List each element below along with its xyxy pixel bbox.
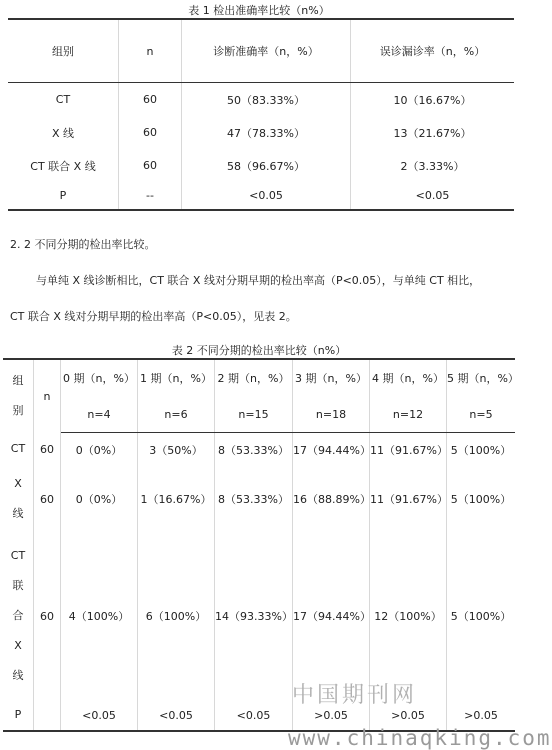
- table1-cell: 47（78.33%）: [182, 116, 351, 149]
- table-row: [8, 149, 514, 182]
- table2-cell: 5（100%）: [447, 433, 516, 467]
- table2-cell: 17（94.44%）: [293, 532, 370, 700]
- table2-header-stage: 5 期（n，%）: [447, 359, 516, 396]
- table2-stage-n: n=15: [215, 396, 293, 433]
- table2-header-stage: 0 期（n，%）: [61, 359, 138, 396]
- table2-cell: 5（100%）: [447, 532, 516, 700]
- table-row: [3, 433, 515, 467]
- table1-header-n: n: [119, 19, 182, 83]
- table2-cell: 1（16.67%）: [138, 466, 215, 532]
- table2-cell: 3（50%）: [138, 433, 215, 467]
- table1-cell: 50（83.33%）: [182, 83, 351, 117]
- table-row: [8, 182, 514, 210]
- table1-cell: 13（21.67%）: [351, 116, 515, 149]
- table2-cell: 11（91.67%）: [370, 433, 447, 467]
- table2-cell: 6（100%）: [138, 532, 215, 700]
- paragraph-line: CT 联合 X 线对分期早期的检出率高（P<0.05），见表 2。: [10, 310, 297, 323]
- table2-cell: 60: [34, 433, 61, 467]
- table1-cell: <0.05: [182, 182, 351, 210]
- table2-cell: >0.05: [447, 700, 516, 731]
- table1-header-misdiagnosis: 误诊漏诊率（n，%）: [351, 19, 515, 83]
- table1-cell: 58（96.67%）: [182, 149, 351, 182]
- table2-cell: 0（0%）: [61, 433, 138, 467]
- table1-cell: P: [8, 182, 119, 210]
- table2-cell: >0.05: [370, 700, 447, 731]
- table2: [3, 358, 519, 732]
- table2-cell: 4（100%）: [61, 532, 138, 700]
- table2-cell: >0.05: [293, 700, 370, 731]
- table1-caption: 表 1 检出准确率比较（n%）: [188, 4, 330, 17]
- table1-cell: --: [119, 182, 182, 210]
- table2-header-group: 组 别: [3, 359, 34, 433]
- table2-cell: [34, 700, 61, 731]
- section-heading: 2. 2 不同分期的检出率比较。: [10, 238, 156, 251]
- table-row: [8, 83, 514, 117]
- table2-cell: 14（93.33%）: [215, 532, 293, 700]
- table-row: [3, 466, 515, 532]
- table2-group-cell: X 线: [3, 466, 34, 532]
- table2-header-stage: 2 期（n，%）: [215, 359, 293, 396]
- table1-cell: CT 联合 X 线: [8, 149, 119, 182]
- table1-cell: X 线: [8, 116, 119, 149]
- paragraph-line: 与单纯 X 线诊断相比，CT 联合 X 线对分期早期的检出率高（P<0.05），与单纯 CT 相比，: [36, 274, 481, 287]
- table2-stage-n: n=4: [61, 396, 138, 433]
- table2-cell: 17（94.44%）: [293, 433, 370, 467]
- table-row: [8, 116, 514, 149]
- table2-cell: 0（0%）: [61, 466, 138, 532]
- table2-cell: 60: [34, 466, 61, 532]
- table2-stage-n: n=18: [293, 396, 370, 433]
- table1-cell: <0.05: [351, 182, 515, 210]
- table2-header-stage: 4 期（n，%）: [370, 359, 447, 396]
- table2-cell: 8（53.33%）: [215, 466, 293, 532]
- table2-cell: 5（100%）: [447, 466, 516, 532]
- table-row: [3, 532, 515, 700]
- table1-header-row: [8, 19, 514, 83]
- table2-cell: 16（88.89%）: [293, 466, 370, 532]
- table1: [8, 18, 514, 211]
- table2-subheader-row: [3, 396, 515, 433]
- table2-cell: 60: [34, 532, 61, 700]
- table2-cell: 8（53.33%）: [215, 433, 293, 467]
- table1-cell: 60: [119, 149, 182, 182]
- watermark-logo: 中国期刊网: [292, 683, 418, 708]
- table2-header-n: n: [34, 359, 61, 433]
- table2-header-row: [3, 359, 515, 396]
- table1-cell: CT: [8, 83, 119, 117]
- table1-cell: 2（3.33%）: [351, 149, 515, 182]
- table2-header-stage: 1 期（n，%）: [138, 359, 215, 396]
- table2-header-stage: 3 期（n，%）: [293, 359, 370, 396]
- table2-stage-n: n=6: [138, 396, 215, 433]
- table2-cell: 11（91.67%）: [370, 466, 447, 532]
- table1-header-group: 组别: [8, 19, 119, 83]
- table2-caption: 表 2 不同分期的检出率比较（n%）: [171, 344, 347, 357]
- table2-cell: <0.05: [215, 700, 293, 731]
- table1-header-accuracy: 诊断准确率（n，%）: [182, 19, 351, 83]
- watermark-url: www.chinaqking.com: [288, 726, 552, 750]
- table1-cell: 60: [119, 83, 182, 117]
- table2-group-cell: CT: [3, 433, 34, 467]
- table1-cell: 10（16.67%）: [351, 83, 515, 117]
- table2-stage-n: n=5: [447, 396, 516, 433]
- table2-cell: 12（100%）: [370, 532, 447, 700]
- table2-group-cell: P: [3, 700, 34, 731]
- table2-stage-n: n=12: [370, 396, 447, 433]
- table2-cell: <0.05: [138, 700, 215, 731]
- table1-cell: 60: [119, 116, 182, 149]
- table2-group-cell: CT 联 合 X 线: [3, 532, 34, 700]
- table2-cell: <0.05: [61, 700, 138, 731]
